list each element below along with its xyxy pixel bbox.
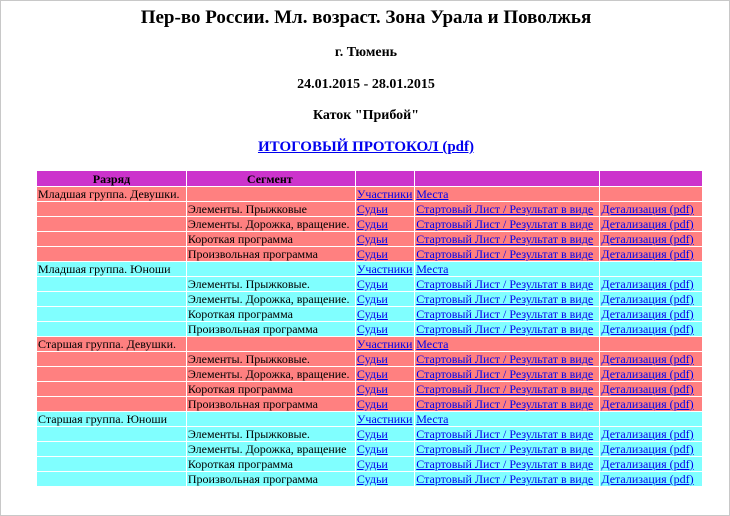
start-list-link[interactable]: Стартовый Лист / Результат в виде bbox=[416, 322, 594, 336]
detail-cell bbox=[600, 427, 702, 441]
group-detail-empty bbox=[600, 262, 702, 276]
start-list-link[interactable]: Стартовый Лист / Результат в виде bbox=[416, 352, 594, 366]
results-table-body bbox=[37, 187, 702, 486]
segment-row bbox=[37, 322, 702, 336]
group-segment-empty bbox=[187, 412, 355, 426]
judges-link[interactable]: Судьи bbox=[356, 367, 388, 381]
detail-pdf-link[interactable]: Детализация (pdf) bbox=[601, 232, 694, 246]
detail-pdf-link[interactable]: Детализация (pdf) bbox=[601, 397, 694, 411]
start-list-link[interactable]: Стартовый Лист / Результат в виде bbox=[416, 247, 594, 261]
event-venue: Каток "Прибой" bbox=[312, 108, 420, 123]
segment-category-empty bbox=[37, 352, 186, 366]
judges-cell bbox=[356, 277, 414, 291]
segment-name: Элементы. Дорожка, вращение. bbox=[187, 367, 355, 381]
detail-cell bbox=[600, 367, 702, 381]
event-city: г. Тюмень bbox=[334, 45, 398, 60]
judges-link[interactable]: Судьи bbox=[356, 292, 388, 306]
segment-category-empty bbox=[37, 292, 186, 306]
places-link[interactable]: Места bbox=[416, 187, 449, 201]
judges-link[interactable]: Судьи bbox=[356, 322, 388, 336]
results-table bbox=[36, 170, 703, 487]
judges-cell bbox=[356, 322, 414, 336]
group-row bbox=[37, 412, 702, 426]
segment-row bbox=[37, 277, 702, 291]
column-header-start bbox=[415, 171, 599, 186]
segment-name: Произвольная программа bbox=[187, 322, 355, 336]
segment-name: Короткая программа bbox=[187, 457, 355, 471]
judges-link[interactable]: Судьи bbox=[356, 442, 388, 456]
start-list-cell bbox=[415, 397, 599, 411]
segment-row bbox=[37, 427, 702, 441]
places-link[interactable]: Места bbox=[416, 337, 449, 351]
segment-name: Произвольная программа bbox=[187, 472, 355, 486]
segment-category-empty bbox=[37, 217, 186, 231]
segment-category-empty bbox=[37, 232, 186, 246]
column-header-detail bbox=[600, 171, 702, 186]
participants-link[interactable]: Участники bbox=[356, 412, 413, 426]
group-segment-empty bbox=[187, 337, 355, 351]
places-cell bbox=[415, 412, 599, 426]
segment-row bbox=[37, 457, 702, 471]
start-list-cell bbox=[415, 472, 599, 486]
group-detail-empty bbox=[600, 187, 702, 201]
segment-category-empty bbox=[37, 307, 186, 321]
start-list-cell bbox=[415, 202, 599, 216]
participants-link[interactable]: Участники bbox=[356, 337, 413, 351]
segment-row bbox=[37, 202, 702, 216]
judges-cell bbox=[356, 232, 414, 246]
segment-row bbox=[37, 292, 702, 306]
start-list-link[interactable]: Стартовый Лист / Результат в виде bbox=[416, 232, 594, 246]
detail-pdf-link[interactable]: Детализация (pdf) bbox=[601, 472, 694, 486]
group-segment-empty bbox=[187, 187, 355, 201]
detail-cell bbox=[600, 457, 702, 471]
detail-cell bbox=[600, 307, 702, 321]
start-list-link[interactable]: Стартовый Лист / Результат в виде bbox=[416, 307, 594, 321]
detail-cell bbox=[600, 247, 702, 261]
judges-cell bbox=[356, 217, 414, 231]
segment-category-empty bbox=[37, 457, 186, 471]
detail-pdf-link[interactable]: Детализация (pdf) bbox=[601, 352, 694, 366]
judges-link[interactable]: Судьи bbox=[356, 472, 388, 486]
judges-link[interactable]: Судьи bbox=[356, 202, 388, 216]
detail-pdf-link[interactable]: Детализация (pdf) bbox=[601, 247, 694, 261]
start-list-link[interactable]: Стартовый Лист / Результат в виде bbox=[416, 382, 594, 396]
detail-cell bbox=[600, 292, 702, 306]
segment-row bbox=[37, 352, 702, 366]
start-list-cell bbox=[415, 367, 599, 381]
start-list-cell bbox=[415, 352, 599, 366]
group-detail-empty bbox=[600, 412, 702, 426]
places-cell bbox=[415, 187, 599, 201]
detail-cell bbox=[600, 352, 702, 366]
judges-link[interactable]: Судьи bbox=[356, 247, 388, 261]
detail-cell bbox=[600, 472, 702, 486]
start-list-link[interactable]: Стартовый Лист / Результат в виде bbox=[416, 202, 594, 216]
segment-category-empty bbox=[37, 397, 186, 411]
segment-name: Короткая программа bbox=[187, 307, 355, 321]
column-header-category: Разряд bbox=[37, 171, 186, 186]
detail-pdf-link[interactable]: Детализация (pdf) bbox=[601, 367, 694, 381]
detail-cell bbox=[600, 382, 702, 396]
judges-link[interactable]: Судьи bbox=[356, 307, 388, 321]
start-list-cell bbox=[415, 322, 599, 336]
group-row bbox=[37, 187, 702, 201]
start-list-cell bbox=[415, 427, 599, 441]
judges-cell bbox=[356, 382, 414, 396]
detail-pdf-link[interactable]: Детализация (pdf) bbox=[601, 202, 694, 216]
detail-pdf-link[interactable]: Детализация (pdf) bbox=[601, 427, 694, 441]
segment-name: Элементы. Прыжковые. bbox=[187, 427, 355, 441]
start-list-cell bbox=[415, 442, 599, 456]
start-list-cell bbox=[415, 247, 599, 261]
group-name: Младшая группа. Девушки. bbox=[37, 187, 186, 201]
group-detail-empty bbox=[600, 337, 702, 351]
start-list-link[interactable]: Стартовый Лист / Результат в виде bbox=[416, 292, 594, 306]
judges-cell bbox=[356, 292, 414, 306]
segment-name: Элементы. Прыжковые. bbox=[187, 277, 355, 291]
detail-pdf-link[interactable]: Детализация (pdf) bbox=[601, 322, 694, 336]
segment-name: Короткая программа bbox=[187, 382, 355, 396]
detail-cell bbox=[600, 202, 702, 216]
segment-category-empty bbox=[37, 247, 186, 261]
start-list-link[interactable]: Стартовый Лист / Результат в виде bbox=[416, 472, 594, 486]
group-name: Старшая группа. Юноши bbox=[37, 412, 186, 426]
judges-cell bbox=[356, 397, 414, 411]
start-list-cell bbox=[415, 217, 599, 231]
final-protocol-link[interactable]: ИТОГОВЫЙ ПРОТОКОЛ (pdf) bbox=[257, 139, 475, 155]
judges-cell bbox=[356, 427, 414, 441]
start-list-cell bbox=[415, 307, 599, 321]
segment-category-empty bbox=[37, 442, 186, 456]
segment-name: Элементы. Дорожка, вращение. bbox=[187, 292, 355, 306]
start-list-link[interactable]: Стартовый Лист / Результат в виде bbox=[416, 367, 594, 381]
detail-pdf-link[interactable]: Детализация (pdf) bbox=[601, 277, 694, 291]
group-row bbox=[37, 337, 702, 351]
judges-cell bbox=[356, 307, 414, 321]
judges-cell bbox=[356, 367, 414, 381]
start-list-cell bbox=[415, 232, 599, 246]
detail-cell bbox=[600, 397, 702, 411]
group-row bbox=[37, 262, 702, 276]
judges-link[interactable]: Судьи bbox=[356, 457, 388, 471]
participants-cell bbox=[356, 262, 414, 276]
participants-cell bbox=[356, 337, 414, 351]
detail-pdf-link[interactable]: Детализация (pdf) bbox=[601, 217, 694, 231]
segment-row bbox=[37, 307, 702, 321]
judges-cell bbox=[356, 247, 414, 261]
detail-cell bbox=[600, 442, 702, 456]
table-header-row bbox=[37, 171, 702, 186]
segment-row bbox=[37, 472, 702, 486]
judges-link[interactable]: Судьи bbox=[356, 427, 388, 441]
start-list-cell bbox=[415, 382, 599, 396]
page-title: Пер-во России. Мл. возраст. Зона Урала и Поволжья bbox=[140, 7, 592, 28]
judges-cell bbox=[356, 457, 414, 471]
segment-category-empty bbox=[37, 472, 186, 486]
segment-row bbox=[37, 217, 702, 231]
places-link[interactable]: Места bbox=[416, 412, 449, 426]
judges-link[interactable]: Судьи bbox=[356, 217, 388, 231]
judges-link[interactable]: Судьи bbox=[356, 352, 388, 366]
segment-row bbox=[37, 397, 702, 411]
segment-category-empty bbox=[37, 382, 186, 396]
column-header-segment: Сегмент bbox=[187, 171, 355, 186]
participants-cell bbox=[356, 412, 414, 426]
segment-category-empty bbox=[37, 367, 186, 381]
places-link[interactable]: Места bbox=[416, 262, 449, 276]
column-header-judges bbox=[356, 171, 414, 186]
segment-name: Произвольная программа bbox=[187, 397, 355, 411]
protocol-heading bbox=[1, 139, 730, 156]
segment-category-empty bbox=[37, 202, 186, 216]
judges-link[interactable]: Судьи bbox=[356, 232, 388, 246]
start-list-link[interactable]: Стартовый Лист / Результат в виде bbox=[416, 397, 594, 411]
start-list-cell bbox=[415, 292, 599, 306]
group-segment-empty bbox=[187, 262, 355, 276]
group-name: Младшая группа. Юноши bbox=[37, 262, 186, 276]
places-cell bbox=[415, 262, 599, 276]
detail-cell bbox=[600, 217, 702, 231]
detail-cell bbox=[600, 322, 702, 336]
judges-cell bbox=[356, 352, 414, 366]
segment-row bbox=[37, 382, 702, 396]
detail-pdf-link[interactable]: Детализация (pdf) bbox=[601, 442, 694, 456]
segment-name: Произвольная программа bbox=[187, 247, 355, 261]
judges-link[interactable]: Судьи bbox=[356, 277, 388, 291]
detail-pdf-link[interactable]: Детализация (pdf) bbox=[601, 292, 694, 306]
judges-link[interactable]: Судьи bbox=[356, 397, 388, 411]
segment-row bbox=[37, 247, 702, 261]
participants-link[interactable]: Участники bbox=[356, 262, 413, 276]
detail-pdf-link[interactable]: Детализация (pdf) bbox=[601, 382, 694, 396]
judges-link[interactable]: Судьи bbox=[356, 382, 388, 396]
participants-cell bbox=[356, 187, 414, 201]
segment-row bbox=[37, 367, 702, 381]
start-list-link[interactable]: Стартовый Лист / Результат в виде bbox=[416, 457, 594, 471]
segment-name: Элементы. Прыжковые bbox=[187, 202, 355, 216]
start-list-cell bbox=[415, 277, 599, 291]
segment-name: Элементы. Дорожка, вращение. bbox=[187, 217, 355, 231]
start-list-link[interactable]: Стартовый Лист / Результат в виде bbox=[416, 427, 594, 441]
places-cell bbox=[415, 337, 599, 351]
event-dates: 24.01.2015 - 28.01.2015 bbox=[297, 77, 435, 92]
group-name: Старшая группа. Девушки. bbox=[37, 337, 186, 351]
segment-name: Элементы. Дорожка, вращение bbox=[187, 442, 355, 456]
segment-row bbox=[37, 232, 702, 246]
start-list-link[interactable]: Стартовый Лист / Результат в виде bbox=[416, 217, 594, 231]
segment-name: Короткая программа bbox=[187, 232, 355, 246]
start-list-cell bbox=[415, 457, 599, 471]
segment-category-empty bbox=[37, 322, 186, 336]
judges-cell bbox=[356, 202, 414, 216]
start-list-link[interactable]: Стартовый Лист / Результат в виде bbox=[416, 442, 594, 456]
segment-category-empty bbox=[37, 427, 186, 441]
judges-cell bbox=[356, 472, 414, 486]
segment-name: Элементы. Прыжковые. bbox=[187, 352, 355, 366]
judges-cell bbox=[356, 442, 414, 456]
detail-pdf-link[interactable]: Детализация (pdf) bbox=[601, 457, 694, 471]
segment-category-empty bbox=[37, 277, 186, 291]
detail-cell bbox=[600, 277, 702, 291]
participants-link[interactable]: Участники bbox=[356, 187, 413, 201]
detail-cell bbox=[600, 232, 702, 246]
start-list-link[interactable]: Стартовый Лист / Результат в виде bbox=[416, 277, 594, 291]
detail-pdf-link[interactable]: Детализация (pdf) bbox=[601, 307, 694, 321]
segment-row bbox=[37, 442, 702, 456]
